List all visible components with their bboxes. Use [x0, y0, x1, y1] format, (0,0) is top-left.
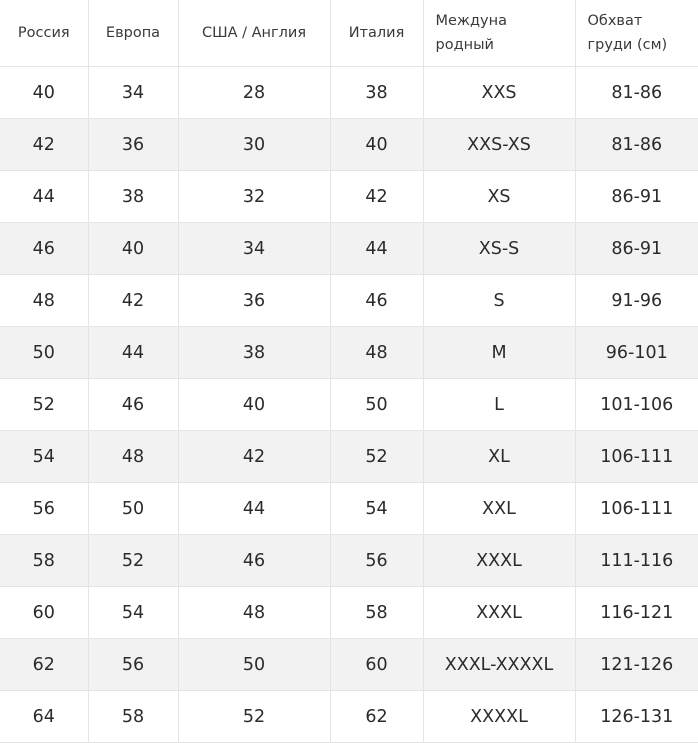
cell-italy: 58 [330, 587, 423, 639]
cell-russia: 40 [0, 67, 88, 119]
cell-chest-girth: 96-101 [575, 327, 698, 379]
header-chest-girth [575, 0, 698, 67]
cell-chest-girth: 116-121 [575, 587, 698, 639]
cell-italy: 40 [330, 119, 423, 171]
table-row [0, 535, 698, 587]
cell-europe: 40 [88, 223, 178, 275]
header-international-line-1: Междуна [436, 9, 575, 33]
cell-italy: 44 [330, 223, 423, 275]
table-row [0, 67, 698, 119]
table-row [0, 691, 698, 743]
cell-international: S [423, 275, 575, 327]
cell-usa-uk: 34 [178, 223, 330, 275]
table-row [0, 223, 698, 275]
header-italy-label: Италия [331, 25, 423, 41]
cell-russia: 48 [0, 275, 88, 327]
cell-russia: 50 [0, 327, 88, 379]
cell-usa-uk: 50 [178, 639, 330, 691]
header-europe-label: Европа [89, 25, 178, 41]
cell-italy: 52 [330, 431, 423, 483]
cell-usa-uk: 32 [178, 171, 330, 223]
cell-italy: 62 [330, 691, 423, 743]
header-usa-uk [178, 0, 330, 67]
cell-international: L [423, 379, 575, 431]
table-body [0, 67, 698, 743]
cell-europe: 44 [88, 327, 178, 379]
cell-italy: 54 [330, 483, 423, 535]
cell-usa-uk: 36 [178, 275, 330, 327]
cell-russia: 58 [0, 535, 88, 587]
table-row [0, 275, 698, 327]
cell-chest-girth: 86-91 [575, 171, 698, 223]
cell-russia: 64 [0, 691, 88, 743]
cell-europe: 38 [88, 171, 178, 223]
header-russia-label: Россия [0, 25, 88, 41]
table-row [0, 639, 698, 691]
header-italy [330, 0, 423, 67]
cell-italy: 50 [330, 379, 423, 431]
cell-usa-uk: 48 [178, 587, 330, 639]
table-row [0, 327, 698, 379]
cell-chest-girth: 86-91 [575, 223, 698, 275]
cell-italy: 60 [330, 639, 423, 691]
cell-international: XS [423, 171, 575, 223]
cell-usa-uk: 40 [178, 379, 330, 431]
header-europe [88, 0, 178, 67]
cell-international: XXXXL [423, 691, 575, 743]
table-row [0, 587, 698, 639]
cell-italy: 38 [330, 67, 423, 119]
header-international-line-2: родный [436, 33, 575, 57]
header-row [0, 0, 698, 67]
table-row [0, 379, 698, 431]
cell-europe: 34 [88, 67, 178, 119]
cell-europe: 54 [88, 587, 178, 639]
cell-europe: 58 [88, 691, 178, 743]
cell-international: XXXL [423, 535, 575, 587]
cell-italy: 42 [330, 171, 423, 223]
cell-europe: 52 [88, 535, 178, 587]
cell-chest-girth: 121-126 [575, 639, 698, 691]
table-row [0, 483, 698, 535]
cell-chest-girth: 91-96 [575, 275, 698, 327]
header-international [423, 0, 575, 67]
cell-international: M [423, 327, 575, 379]
cell-italy: 48 [330, 327, 423, 379]
cell-usa-uk: 30 [178, 119, 330, 171]
cell-europe: 56 [88, 639, 178, 691]
cell-international: XS-S [423, 223, 575, 275]
cell-europe: 50 [88, 483, 178, 535]
cell-chest-girth: 126-131 [575, 691, 698, 743]
cell-international: XXL [423, 483, 575, 535]
cell-italy: 56 [330, 535, 423, 587]
header-usa-uk-label: США / Англия [179, 25, 330, 41]
cell-russia: 52 [0, 379, 88, 431]
cell-international: XXS-XS [423, 119, 575, 171]
cell-europe: 42 [88, 275, 178, 327]
cell-international: XXXL [423, 587, 575, 639]
cell-russia: 54 [0, 431, 88, 483]
table-row [0, 119, 698, 171]
cell-russia: 44 [0, 171, 88, 223]
cell-europe: 46 [88, 379, 178, 431]
header-chest-girth-line-2: груди (см) [588, 33, 698, 57]
cell-russia: 42 [0, 119, 88, 171]
cell-usa-uk: 28 [178, 67, 330, 119]
table-header [0, 0, 698, 67]
cell-chest-girth: 81-86 [575, 119, 698, 171]
cell-russia: 60 [0, 587, 88, 639]
cell-international: XXXL-XXXXL [423, 639, 575, 691]
cell-usa-uk: 52 [178, 691, 330, 743]
cell-usa-uk: 42 [178, 431, 330, 483]
cell-russia: 62 [0, 639, 88, 691]
cell-usa-uk: 46 [178, 535, 330, 587]
header-chest-girth-line-1: Обхват [588, 9, 698, 33]
cell-russia: 46 [0, 223, 88, 275]
cell-italy: 46 [330, 275, 423, 327]
cell-international: XL [423, 431, 575, 483]
cell-chest-girth: 106-111 [575, 483, 698, 535]
cell-usa-uk: 44 [178, 483, 330, 535]
cell-russia: 56 [0, 483, 88, 535]
cell-europe: 48 [88, 431, 178, 483]
cell-chest-girth: 101-106 [575, 379, 698, 431]
cell-international: XXS [423, 67, 575, 119]
table-row [0, 431, 698, 483]
cell-chest-girth: 106-111 [575, 431, 698, 483]
cell-chest-girth: 111-116 [575, 535, 698, 587]
cell-chest-girth: 81-86 [575, 67, 698, 119]
table-row [0, 171, 698, 223]
header-russia [0, 0, 88, 67]
cell-europe: 36 [88, 119, 178, 171]
cell-usa-uk: 38 [178, 327, 330, 379]
